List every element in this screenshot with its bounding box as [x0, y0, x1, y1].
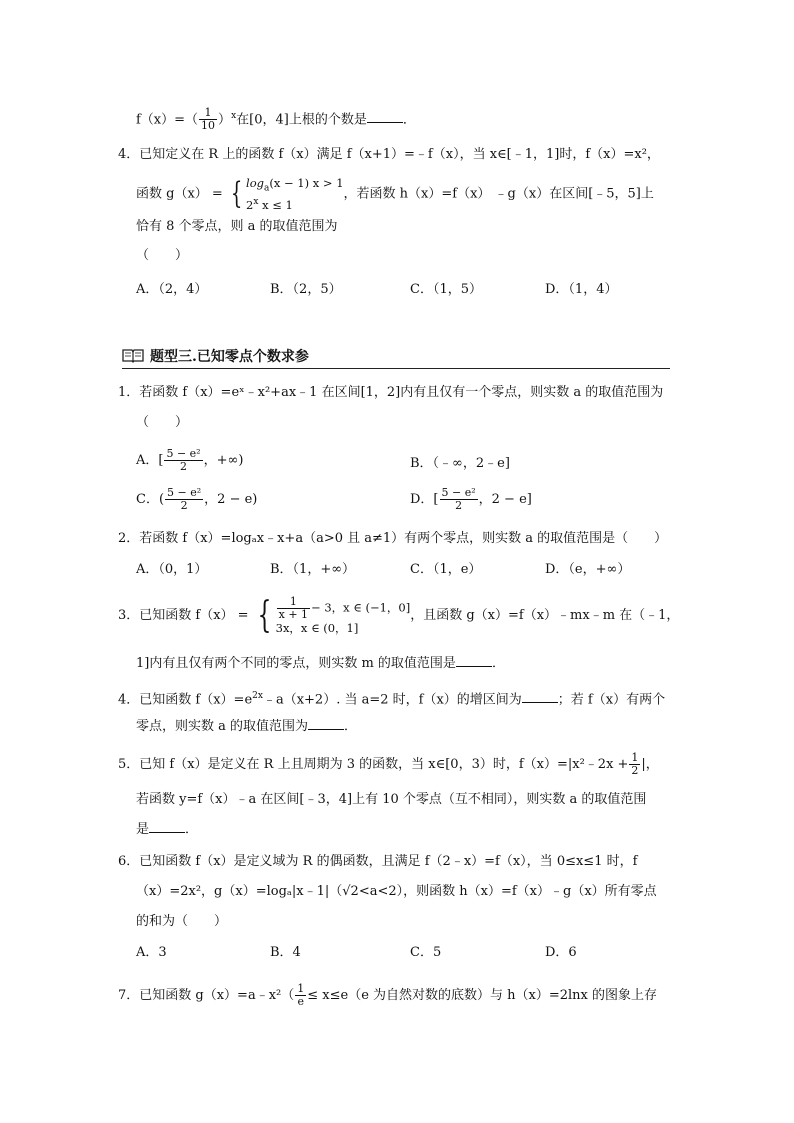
- denominator: x + 1: [278, 608, 309, 621]
- text: 是: [136, 822, 150, 837]
- subscript: a: [264, 183, 270, 194]
- answer-blank: [522, 690, 558, 703]
- text: |，: [641, 757, 659, 772]
- s7-line1: [118, 983, 657, 1008]
- text: f（x）=（: [136, 112, 199, 128]
- q4-option-d: D．（1，4）: [545, 282, 618, 297]
- text: log: [246, 176, 265, 190]
- text: ，且函数 g（x）=f（x）﹣mx﹣m 在（﹣1，: [410, 608, 680, 623]
- answer-blank: [149, 820, 185, 833]
- s1-option-c: [136, 487, 257, 512]
- text: 1]内有且仅有两个不同的零点，则实数 m 的取值范围是: [136, 656, 456, 671]
- denominator: 2: [631, 764, 639, 777]
- s3-line1: [118, 596, 679, 635]
- text: 3．已知函数 f（x） =: [118, 608, 249, 623]
- s5-line1: [118, 752, 659, 777]
- superscript: x: [253, 197, 259, 208]
- text: D．[: [410, 492, 439, 507]
- s2-option-d: D．（e，+∞）: [545, 562, 631, 577]
- s6-line3: 的和为（ ）: [136, 914, 228, 929]
- superscript: x: [231, 111, 237, 121]
- piecewise: [276, 596, 411, 635]
- numerator: 5 − e²: [166, 447, 201, 460]
- denominator: 2: [180, 499, 188, 512]
- text: ，2 − e): [204, 492, 258, 507]
- fraction: [440, 487, 478, 512]
- text: x ≤ 1: [258, 198, 293, 213]
- text: ，若函数 h（x）=f（x） ﹣g（x）在区间[﹣5，5]上: [343, 186, 654, 202]
- text: 在[0，4]上根的个数是: [236, 112, 367, 128]
- text: − 3，x ∈ (−1，0]: [311, 600, 411, 615]
- s1-option-b: B．（﹣∞，2﹣e]: [410, 456, 510, 471]
- denominator: 10: [201, 119, 216, 133]
- q4-option-b: B．（2，5）: [270, 282, 342, 297]
- q4-paren: （ ）: [136, 248, 189, 263]
- answer-blank: [456, 654, 492, 667]
- text: ．: [491, 656, 505, 671]
- denominator: e: [297, 995, 304, 1008]
- text: ﹣a（x+2）. 当 a=2 时，f（x）的增区间为: [262, 692, 522, 708]
- text: ，2 − e]: [478, 492, 532, 507]
- answer-blank: [367, 110, 403, 123]
- s5-line3: [136, 820, 198, 839]
- numerator: 1: [199, 107, 217, 120]
- left-brace: {: [257, 594, 272, 636]
- superscript: 2x: [252, 691, 263, 701]
- book-icon: [121, 347, 145, 363]
- left-brace: {: [230, 176, 243, 212]
- fraction: [165, 487, 203, 512]
- piecewise: [246, 176, 343, 212]
- text: 5．已知 f（x）是定义在 R 上且周期为 3 的函数，当 x∈[0，3）时，f（x）=|x²﹣2x +: [118, 757, 629, 772]
- numerator: 1: [631, 751, 639, 764]
- section-heading: 题型三.已知零点个数求参: [150, 349, 309, 365]
- s3-line2: [136, 654, 505, 673]
- denominator: 2: [180, 460, 188, 473]
- q4-line2: [136, 176, 654, 212]
- fraction: [295, 983, 306, 1008]
- text: (x − 1) x > 1: [269, 176, 344, 190]
- s6-line2: （x）=2x²，g（x）=logₐ|x﹣1|（√2<a<2），则函数 h（x）=f（x）﹣g（x）所有零点: [136, 884, 657, 899]
- denominator: 2: [455, 499, 463, 512]
- numerator: 5 − e²: [441, 486, 476, 499]
- s1-option-d: [410, 487, 532, 512]
- text: A．[: [136, 453, 164, 468]
- text: ；若 f（x）有两个: [557, 692, 666, 708]
- s2-option-c: C．（1，e）: [410, 562, 482, 577]
- s6-line1: 6．已知函数 f（x）是定义域为 R 的偶函数，且满足 f（2﹣x）=f（x），当 0≤x≤1 时，f: [118, 854, 638, 869]
- text: 函数 g（x） =: [136, 186, 223, 202]
- s5-line2: 若函数 y=f（x）﹣a 在区间[﹣3，4]上有 10 个零点（互不相同），则实数 a 的取值范围: [136, 792, 647, 807]
- s2-option-b: B．（1，+∞）: [270, 562, 356, 577]
- top-line: [136, 107, 416, 132]
- s6-option-c: C．5: [410, 945, 442, 960]
- numerator: 1: [277, 596, 310, 609]
- s1-line1: 1．若函数 f（x）=eˣ﹣x²+ax﹣1 在区间[1，2]内有且仅有一个零点，则实数 a 的取值范围为: [118, 385, 664, 400]
- text: 4．已知函数 f（x）=e: [118, 692, 253, 708]
- numerator: 5 − e²: [167, 486, 202, 499]
- s2-option-a: A．（0，1）: [136, 562, 208, 577]
- fraction: [199, 107, 217, 132]
- text: ，+∞): [203, 453, 244, 468]
- heading-underline: [122, 368, 670, 369]
- text: ．: [185, 822, 199, 837]
- q4-line3: 恰有 8 个零点，则 a 的取值范围为: [136, 219, 338, 234]
- numerator: 1: [297, 982, 305, 995]
- q4-option-a: A．（2，4）: [136, 282, 208, 297]
- text: C．(: [136, 492, 165, 507]
- s6-option-d: D．6: [545, 945, 577, 960]
- s6-option-b: B．4: [270, 945, 301, 960]
- fraction: [164, 448, 202, 473]
- s4-line2: [136, 717, 357, 736]
- text: 3x，x ∈ (0，1]: [275, 621, 359, 635]
- text: 2: [246, 198, 254, 213]
- text: ≤ x≤e（e 为自然对数的底数）与 h（x）=2lnx 的图象上存: [307, 988, 658, 1003]
- text: ）: [218, 112, 232, 128]
- text: ．: [344, 719, 358, 734]
- s4-line1: [118, 687, 665, 709]
- text: 7．已知函数 g（x）=a﹣x²（: [118, 988, 295, 1003]
- q4-option-c: C．（1，5）: [410, 282, 482, 297]
- fraction: [629, 752, 640, 777]
- s1-paren: （ ）: [136, 415, 189, 430]
- text: 零点，则实数 a 的取值范围为: [136, 719, 309, 734]
- q4-line1: 4．已知定义在 R 上的函数 f（x）满足 f（x+1）=﹣f（x），当 x∈[﹣1，1]时，f（x）=x²，: [118, 147, 660, 162]
- fraction: [277, 596, 310, 621]
- text: ．: [402, 112, 416, 128]
- s6-option-a: A．3: [136, 945, 167, 960]
- s2-line1: 2．若函数 f（x）=logₐx﹣x+a（a>0 且 a≠1）有两个零点，则实数 a 的取值范围是（ ）: [118, 531, 668, 546]
- answer-blank: [308, 717, 344, 730]
- s1-option-a: [136, 448, 243, 473]
